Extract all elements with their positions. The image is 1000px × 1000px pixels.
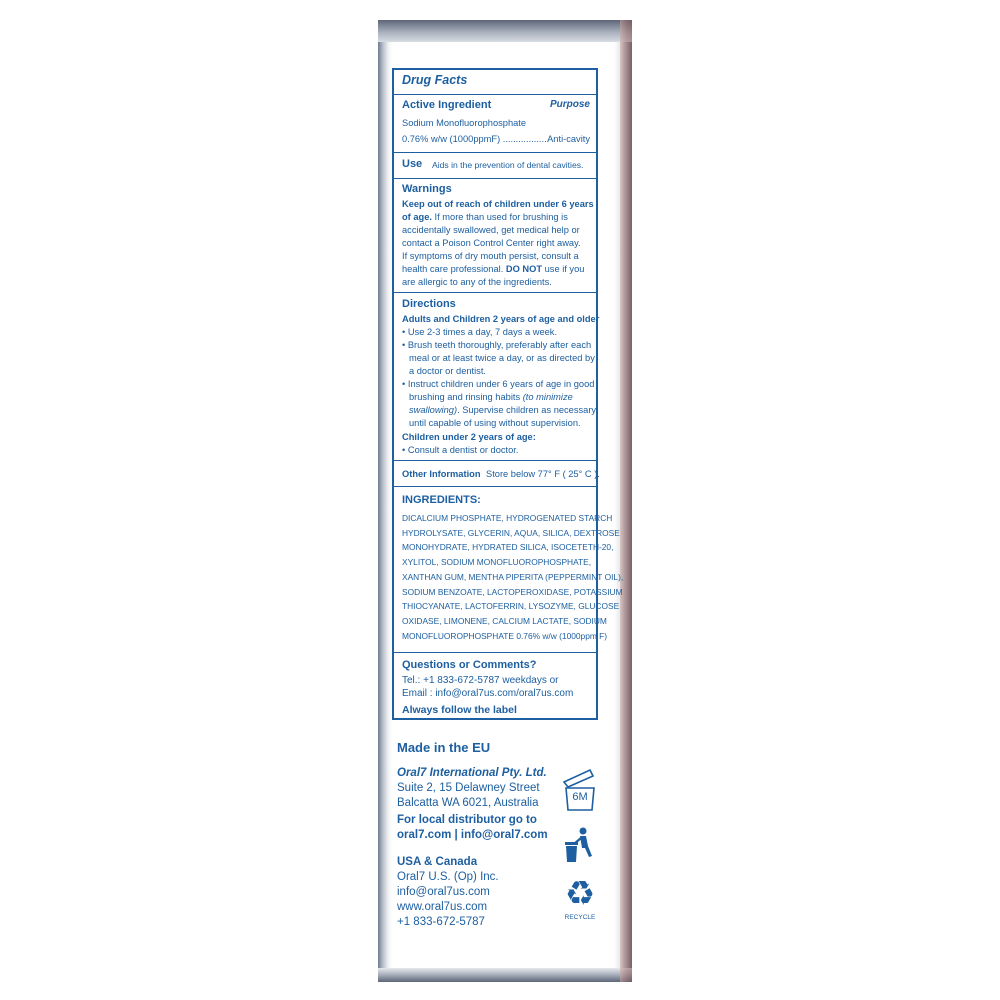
company-name: Oral7 International Pty. Ltd. <box>397 767 547 779</box>
warnings-line-6: health care professional. DO NOT use if you <box>402 264 585 274</box>
warnings-line-2: of age. If more than used for brushing is <box>402 212 568 222</box>
recycle-label: RECYCLE <box>564 914 596 921</box>
ingredients-line: MONOHYDRATE, HYDRATED SILICA, ISOCETETH-20, <box>402 542 614 553</box>
always-follow-label: Always follow the label <box>402 704 517 716</box>
use-heading: Use <box>402 158 423 170</box>
warnings-line-1: Keep out of reach of children under 6 years <box>402 199 594 209</box>
questions-tel: Tel.: +1 833-672-5787 weekdays or <box>402 675 559 686</box>
warnings-line-5: If symptoms of dry mouth persist, consult a <box>402 251 579 261</box>
usa-email: info@oral7us.com <box>397 886 490 898</box>
pao-label: 6M <box>572 791 588 803</box>
directions-under-2-heading: Children under 2 years of age: <box>402 432 536 442</box>
directions-bullet-4: • Consult a dentist or doctor. <box>402 445 519 455</box>
recycle-icon: ♻ RECYCLE <box>560 876 600 926</box>
active-ingredient-section <box>394 94 596 160</box>
active-ingredient-heading: Active Ingredient <box>402 99 492 111</box>
directions-section <box>394 292 600 460</box>
questions-section <box>394 652 596 718</box>
ingredients-line: OXIDASE, LIMONENE, CALCIUM LACTATE, SODIUM <box>402 615 607 626</box>
directions-bullet-3-line-2: brushing and rinsing habits (to minimize <box>409 392 573 402</box>
ingredients-heading: INGREDIENTS: <box>402 494 481 506</box>
period-after-opening-icon <box>560 766 600 814</box>
warnings-section <box>394 178 596 298</box>
distributor-line-2: oral7.com | info@oral7.com <box>397 829 548 841</box>
active-ingredient-purpose: Anti-cavity <box>547 134 590 144</box>
warnings-line-7: are allergic to any of the ingredients. <box>402 277 552 287</box>
ingredients-line: XANTHAN GUM, MENTHA PIPERITA (PEPPERMINT OIL), <box>402 571 624 582</box>
warnings-line-3: accidentally swallowed, get medical help or <box>402 225 580 235</box>
ingredients-line: SODIUM BENZOATE, LACTOPEROXIDASE, POTASSIUM <box>402 586 623 597</box>
directions-bullet-2-line-2: meal or at least twice a day, or as directed by <box>409 353 595 363</box>
ingredients-section <box>394 486 624 652</box>
company-address-2: Balcatta WA 6021, Australia <box>397 797 539 809</box>
questions-email: Email : info@oral7us.com/oral7us.com <box>402 688 574 699</box>
drug-facts-title: Drug Facts <box>402 73 468 87</box>
directions-bullet-1: • Use 2-3 times a day, 7 days a week. <box>402 327 558 337</box>
directions-bullet-3-line-4: until capable of using without supervision. <box>409 418 581 428</box>
package-right-edge <box>620 20 632 982</box>
directions-heading: Directions <box>402 298 456 310</box>
drug-facts-panel <box>392 68 624 720</box>
made-in-eu: Made in the EU <box>397 740 491 755</box>
usa-canada-heading: USA & Canada <box>397 856 478 868</box>
ingredients-line: MONOFLUOROPHOSPHATE 0.76% w/w (1000ppm F) <box>402 630 608 641</box>
directions-bullet-2: • Brush teeth thoroughly, preferably after each <box>402 340 592 350</box>
ingredients-list <box>402 511 623 643</box>
active-ingredient-name: Sodium Monofluorophosphate <box>402 118 527 128</box>
ingredients-line: THIOCYANATE, LACTOFERRIN, LYSOZYME, GLUCOSE <box>402 601 620 612</box>
usa-website: www.oral7us.com <box>397 901 488 913</box>
ingredients-line: XYLITOL, SODIUM MONOFLUOROPHOSPHATE, <box>402 557 592 568</box>
use-section <box>394 152 596 178</box>
company-address-1: Suite 2, 15 Delawney Street <box>397 782 540 794</box>
warnings-line-4: contact a Poison Control Center right away. <box>402 238 581 248</box>
ingredients-line: HYDROLYSATE, GLYCERIN, AQUA, SILICA, DEXTROSE <box>402 527 620 538</box>
directions-bullet-3: • Instruct children under 6 years of age in good <box>402 379 595 389</box>
dispose-in-bin-icon <box>562 826 596 866</box>
usa-phone: +1 833-672-5787 <box>397 916 485 928</box>
usa-company: Oral7 U.S. (Op) Inc. <box>397 871 499 883</box>
questions-heading: Questions or Comments? <box>402 659 537 671</box>
directions-bullet-2-line-3: a doctor or dentist. <box>409 366 486 376</box>
other-information-section <box>394 460 600 486</box>
directions-bullet-3-line-3: swallowing). Supervise children as necessary <box>409 405 597 415</box>
directions-adults-heading: Adults and Children 2 years of age and older <box>402 314 600 324</box>
distributor-line-1: For local distributor go to <box>397 814 537 826</box>
other-information-heading: Other Information <box>402 469 481 479</box>
other-information-text: Store below 77° F ( 25° C ). <box>486 469 600 479</box>
warnings-heading: Warnings <box>402 183 452 195</box>
purpose-heading: Purpose <box>549 99 590 110</box>
ingredients-line: DICALCIUM PHOSPHATE, HYDROGENATED STARCH <box>402 513 613 523</box>
active-ingredient-amount: 0.76% w/w (1000ppmF) .................. <box>402 134 550 144</box>
use-text: Aids in the prevention of dental cavities. <box>432 160 584 170</box>
